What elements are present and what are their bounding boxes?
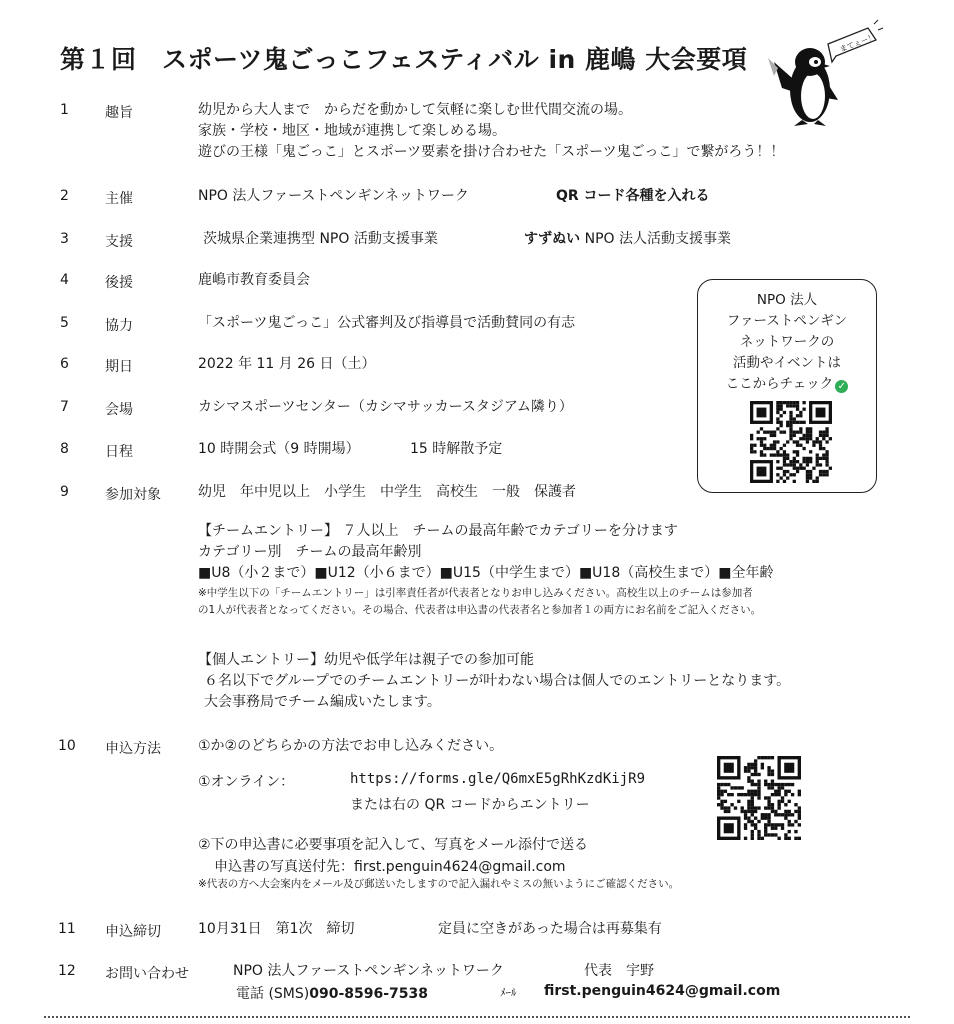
item-label: 日程 [105,444,133,460]
email-apply-dest[interactable]: 申込書の写真送付先：first.penguin4624@gmail.com [214,859,566,875]
item-label: 会場 [105,402,133,418]
item-number: 2 [60,188,69,204]
individual-entry-line: ６名以下でグループでのチームエントリーが叶わない場合は個人でのエントリーとなります。 [204,673,791,689]
application-url[interactable]: https://forms.gle/Q6mxE5gRhKzdKijR9 [350,771,646,787]
email-apply-label: ②下の申込書に必要事項を記入して、写真をメール添付で送る [198,837,588,853]
item-number: 11 [58,921,76,937]
support-extra-text: NPO 法人活動支援事業 [580,231,731,247]
purpose-line: 家族・学校・地区・地域が連携して楽しめる場。 [198,123,506,139]
item-label: 協力 [105,318,133,334]
individual-entry-line: 【個人エントリー】幼児や低学年は親子での参加可能 [198,652,534,668]
item-number: 3 [60,231,69,247]
item-label: 趣旨 [105,105,133,121]
callout-text [698,290,876,395]
schedule-end: 15 時解散予定 [410,441,503,457]
date-text: 2022 年 11 月 26 日（土） [198,356,376,372]
deadline-text: 10月31日 第1次 締切 [198,921,355,937]
phone-label: 電話 (SMS) [236,986,310,1002]
qr-note: QR コード各種を入れる [556,188,710,204]
organizer-text: NPO 法人ファーストペンギンネットワーク [198,188,469,204]
item-label: 支援 [105,234,133,250]
team-entry-block [198,521,773,619]
item-number: 12 [58,963,76,979]
support-extra [524,229,731,250]
callout-line: NPO 法人 [756,292,818,308]
phone-number[interactable]: 090-8596-7538 [309,986,429,1002]
team-entry-line: 【チームエントリー】 ７人以上 チームの最高年齢でカテゴリーを分けます [198,523,678,539]
apply-note: ※代表の方へ大会案内をメール及び郵送いたしますので記入漏れやミスの無いようにご確認ください。 [198,878,680,890]
check-icon: ✓ [835,380,848,393]
item-label: 主催 [105,191,133,207]
item-number: 5 [60,315,69,331]
item-number: 7 [60,399,69,415]
sponsor-text: 鹿嶋市教育委員会 [198,272,310,288]
online-qr-note: または右の QR コードからエントリー [350,797,590,813]
deadline-note: 定員に空きがあった場合は再募集有 [438,921,662,937]
apply-method-text: ①か②のどちらかの方法でお申し込みください。 [198,738,504,754]
callout-line: 活動やイベントは [733,355,841,371]
online-label: ①オンライン： [198,774,295,790]
venue-text: カシマスポーツセンター（カシマサッカースタジアム隣り） [198,399,573,415]
cooperation-text: 「スポーツ鬼ごっこ」公式審判及び指導員で活動賛同の有志 [198,315,576,331]
team-entry-note: の1人が代表者となってください。その場合、代表者は申込書の代表者名と参加者１の両方にお名前をご記入ください。 [198,604,762,616]
item-number: 9 [60,484,69,500]
item-label: お問い合わせ [105,966,189,982]
page-title: 第１回 スポーツ鬼ごっこフェスティバル in 鹿嶋 大会要項 [60,45,748,74]
callout-line: ここからチェック [725,376,834,392]
purpose-line: 幼児から大人まで からだを動かして気軽に楽しむ世代間交流の場。 [198,102,632,118]
item-label: 参加対象 [105,487,161,503]
participants-text: 幼児 年中児以上 小学生 中学生 高校生 一般 保護者 [198,484,576,500]
team-entry-note: ※中学生以下の「チームエントリー」は引率責任者が代表者となりお申し込みください。高校生以上のチームは参加者 [198,587,753,599]
item-number: 8 [60,441,69,457]
item-number: 1 [60,102,69,118]
item-label: 申込締切 [105,924,161,940]
support-text: 茨城県企業連携型 NPO 活動支援事業 [203,231,438,247]
support-extra-bold: すずぬい [524,231,581,247]
purpose-line: 遊びの王様「鬼ごっこ」とスポーツ要素を掛け合わせた「スポーツ鬼ごっこ」で繋がろう！！ [198,144,785,160]
speech-bubble [828,20,883,62]
contact-org: NPO 法人ファーストペンギンネットワーク [233,963,504,979]
item-number: 6 [60,356,69,372]
callout-line: ファーストペンギン [726,313,848,329]
item-number: 4 [60,272,69,288]
contact-rep: 代表 宇野 [584,963,654,979]
item-label: 期日 [105,359,133,375]
qr-code-network[interactable] [750,401,832,483]
speech-text: まてぇー！ [838,31,877,54]
purpose-text [198,100,784,163]
contact-phone-line [236,983,428,1003]
individual-entry-line: 大会事務局でチーム編成いたします。 [204,694,441,710]
qr-code-entry[interactable] [717,756,801,840]
item-label: 申込方法 [105,741,161,757]
team-entry-line: カテゴリー別 チームの最高年齢別 [198,544,422,560]
individual-entry-block [198,650,790,713]
item-number: 10 [58,738,76,754]
schedule-text: 10 時開会式（9 時開場） [198,441,360,457]
bottom-divider [44,1016,910,1018]
item-label: 後援 [105,275,133,291]
category-list: ■U8（小２まで）■U12（小６まで）■U15（中学生まで）■U18（高校生まで）■全年齢 [198,565,774,581]
callout-line: ネットワークの [739,334,835,350]
contact-email[interactable]: first.penguin4624@gmail.com [544,983,781,999]
mail-label: ﾒｰﾙ [500,986,517,999]
